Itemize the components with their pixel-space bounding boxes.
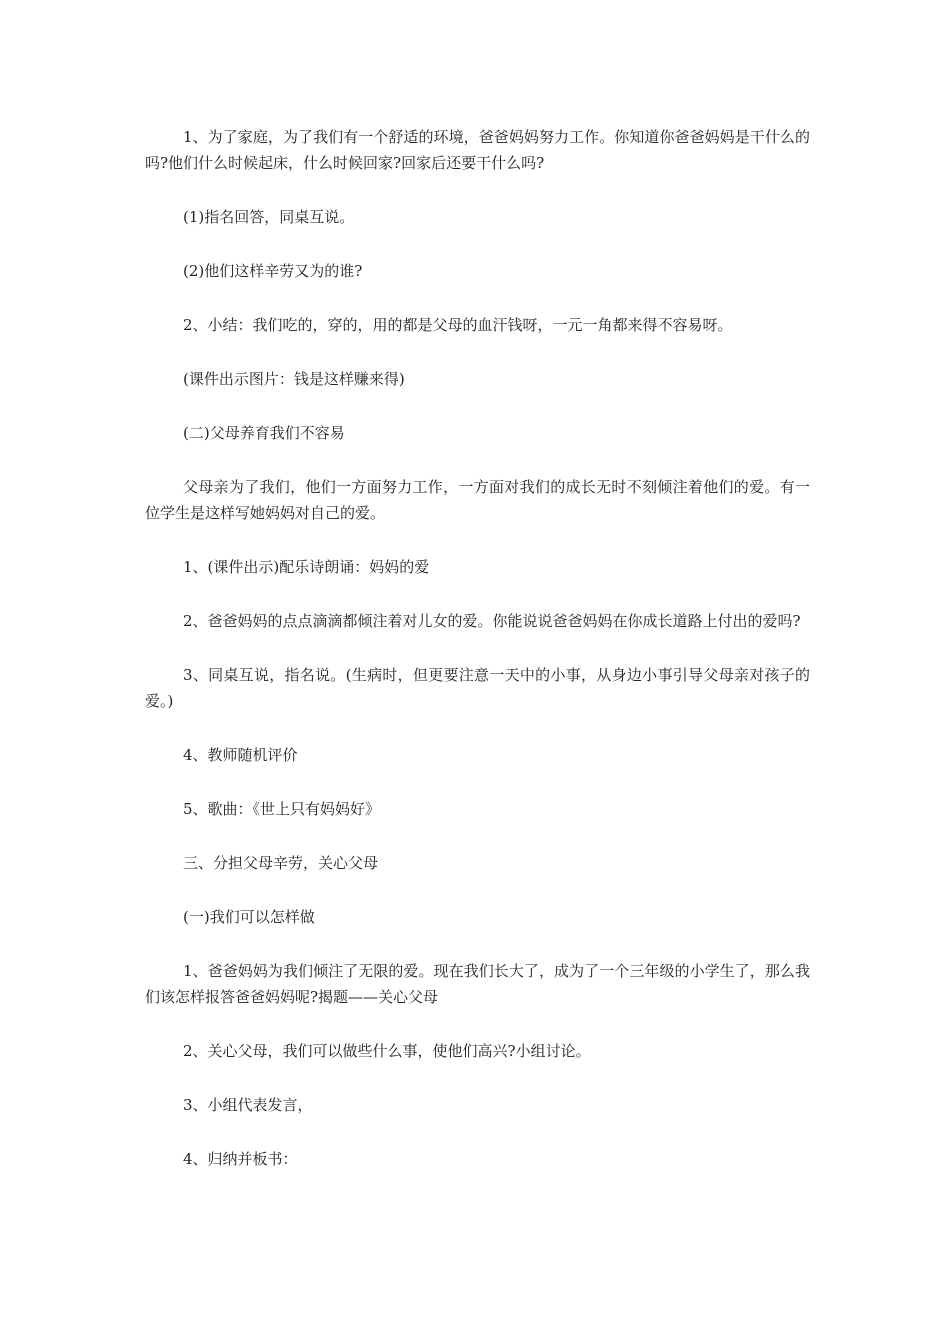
section-heading-care-parents: 三、分担父母辛劳，关心父母 <box>183 854 379 872</box>
subsection-heading-what-we-can-do: (一)我们可以怎样做 <box>183 908 315 926</box>
paragraph-15: 1、爸爸妈妈为我们倾注了无限的爱。现在我们长大了，成为了一个三年级的小学生了，那么我们该怎样报答爸爸妈妈呢?揭题——关心父母 <box>145 962 810 1006</box>
paragraph-5: (课件出示图片：钱是这样赚来得) <box>183 370 405 388</box>
paragraph-12: 5、歌曲：《世上只有妈妈好》 <box>183 800 381 818</box>
paragraph-3: (2)他们这样辛劳又为的谁? <box>183 262 363 280</box>
paragraph-17: 3、小组代表发言， <box>183 1096 313 1114</box>
section-heading-parents-raising: (二)父母养育我们不容易 <box>183 424 345 442</box>
paragraph-9: 2、爸爸妈妈的点点滴滴都倾注着对儿女的爱。你能说说爸爸妈妈在你成长道路上付出的爱吗? <box>183 612 801 630</box>
paragraph-11: 4、教师随机评价 <box>183 746 298 764</box>
paragraph-10: 3、同桌互说，指名说。(生病时，但更要注意一天中的小事，从身边小事引导父母亲对孩子的爱。) <box>145 666 810 710</box>
paragraph-4: 2、小结：我们吃的，穿的，用的都是父母的血汗钱呀，一元一角都来得不容易呀。 <box>183 316 733 334</box>
paragraph-18: 4、归纳并板书： <box>183 1150 298 1168</box>
paragraph-1: 1、为了家庭，为了我们有一个舒适的环境，爸爸妈妈努力工作。你知道你爸爸妈妈是干什么的吗?他们什么时候起床，什么时候回家?回家后还要干什么吗? <box>145 128 810 172</box>
paragraph-7: 父母亲为了我们，他们一方面努力工作，一方面对我们的成长无时不刻倾注着他们的爱。有一位学生是这样写她妈妈对自己的爱。 <box>145 478 810 522</box>
document-body <box>145 124 810 1200</box>
paragraph-8: 1、(课件出示)配乐诗朗诵：妈妈的爱 <box>183 558 430 576</box>
paragraph-16: 2、关心父母，我们可以做些什么事，使他们高兴?小组讨论。 <box>183 1042 591 1060</box>
paragraph-2: (1)指名回答，同桌互说。 <box>183 208 355 226</box>
